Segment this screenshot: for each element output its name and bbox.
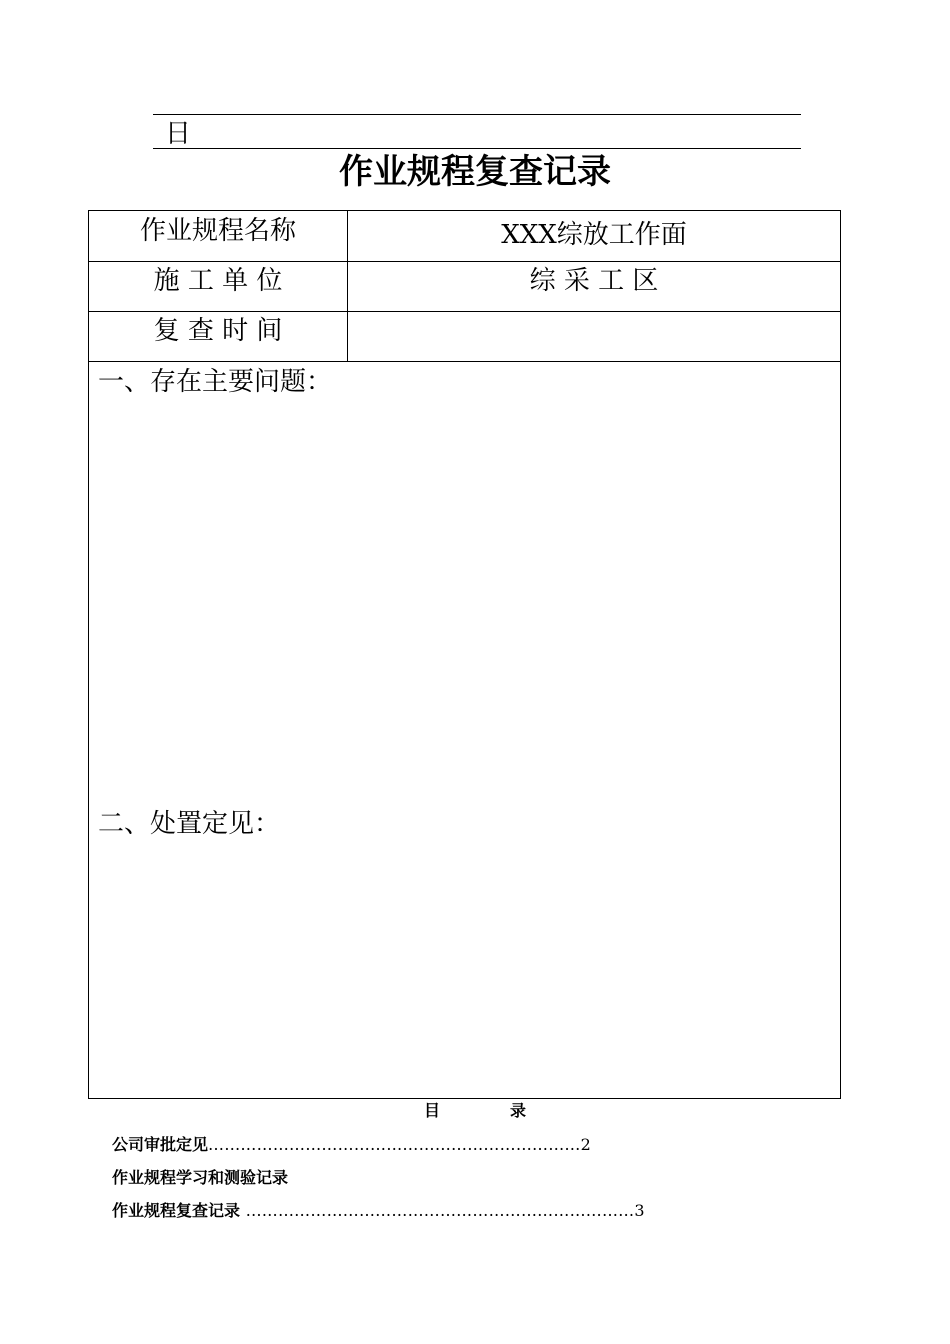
toc-item [112,1199,645,1223]
header-text: 日 [165,119,192,149]
form-row-procedure-name [89,211,840,262]
toc-item-label: 公司审批定见 [112,1135,209,1154]
procedure-name-label: 作业规程名称 [89,211,348,261]
review-time-value [348,311,840,361]
procedure-name-value: XXX综放工作面 [501,220,687,250]
header-rule-bottom [153,148,801,149]
toc-title: 目录 [423,1101,596,1120]
section-handling-opinion: 二、处置定见： [98,809,281,839]
page-title: 作业规程复查记录 [339,152,611,192]
toc-item [112,1133,591,1157]
section-main-problems: 一、存在主要问题： [98,367,333,397]
construction-unit-value: 综 采 工 区 [529,266,659,296]
toc-item-label: 作业规程复查记录 [112,1201,246,1220]
construction-unit-label: 施 工 单 位 [89,261,348,311]
toc-item-leader: …………………………………………………………… [208,1135,581,1154]
toc-item-leader: ……………………………………………………………… [245,1201,635,1220]
toc-item-label: 作业规程学习和测验记录 [112,1168,289,1187]
toc-item-page: 2 [580,1135,591,1154]
toc-item-page: 3 [634,1201,645,1220]
toc-item [112,1166,288,1190]
header-rule-top [153,114,801,115]
review-record-form [88,210,841,1099]
review-time-label: 复 查 时 间 [89,311,348,361]
form-row-review-time [89,311,840,362]
form-row-construction-unit [89,261,840,312]
